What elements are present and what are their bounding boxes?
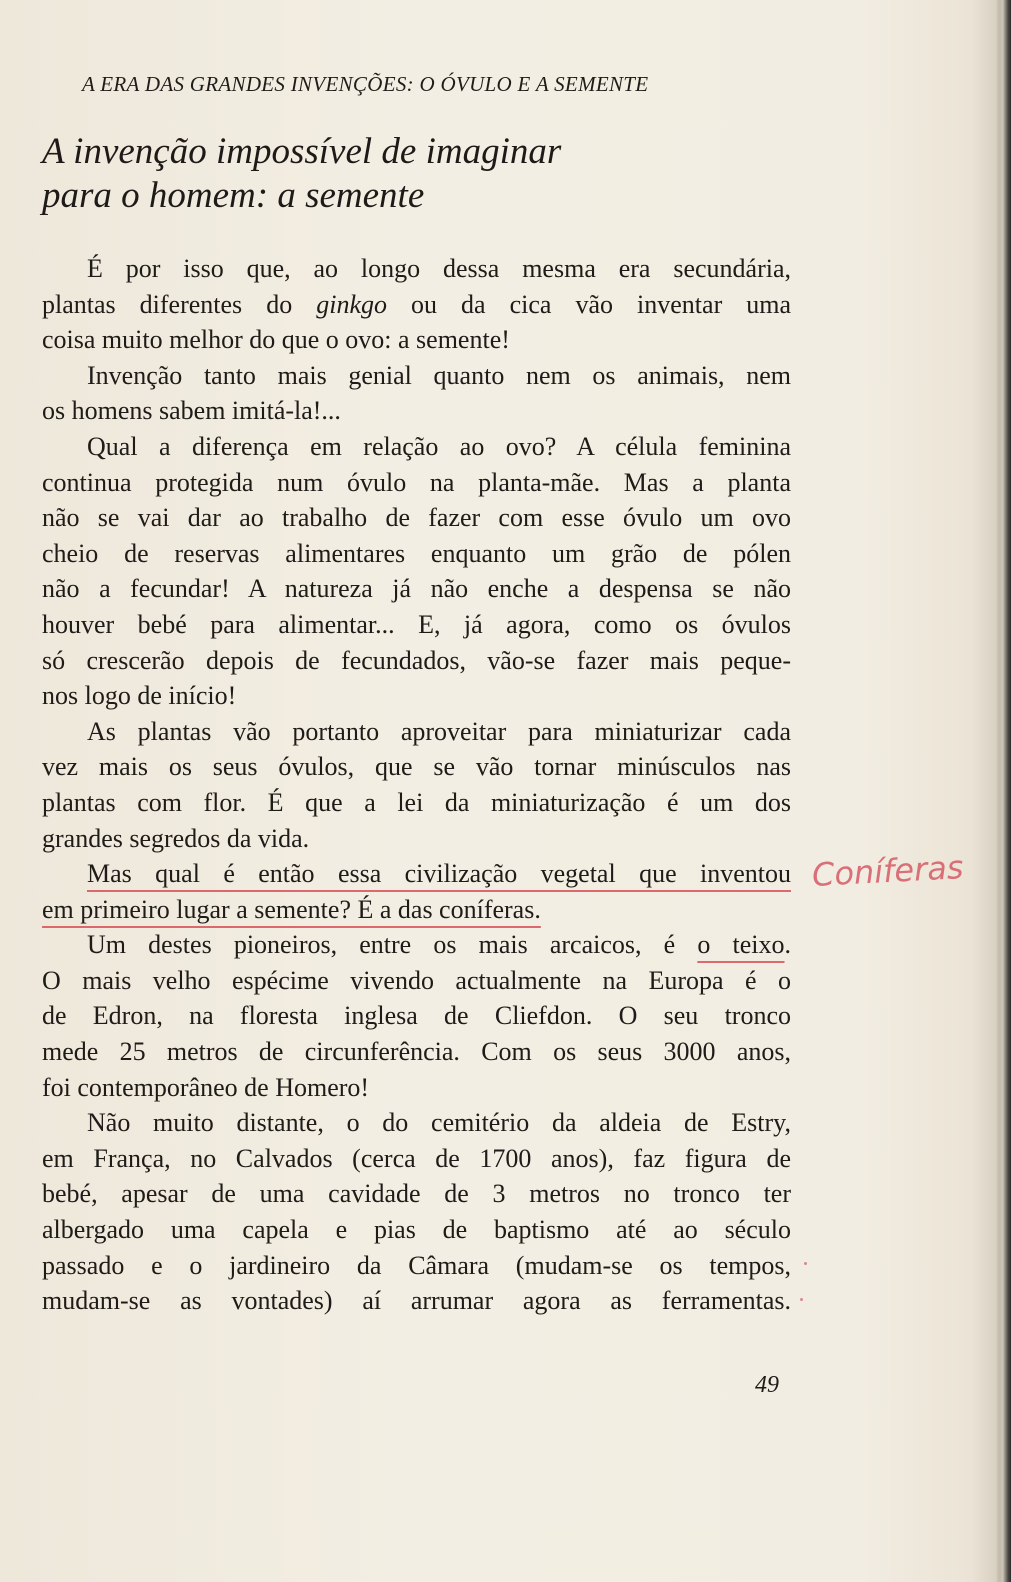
text-line: só crescerão depois de fecundados, vão-se fazer mais peque- [42, 645, 791, 675]
text-line: cheio de reservas alimentares enquanto um grão de pólen [42, 538, 791, 568]
text-line: vez mais os seus óvulos, que se vão tornar minúsculos nas [42, 752, 791, 782]
text-line: continua protegida num óvulo na planta-mãe. Mas a planta [42, 467, 791, 497]
italic-term: ginkgo [316, 289, 387, 319]
text-line: grandes segredos da vida. [42, 823, 310, 853]
margin-dot [804, 1262, 807, 1265]
section-heading [42, 130, 802, 218]
underlined-term: o teixo [697, 930, 785, 960]
text-line: de Edron, na floresta inglesa de Cliefdon. O seu tronco [42, 1001, 791, 1031]
text-line: É por isso que, ao longo dessa mesma era secundária, [87, 254, 791, 283]
text-line: houver bebé para alimentar... E, já agora, como os óvulos [42, 609, 791, 639]
text-line: bebé, apesar de uma cavidade de 3 metros no tronco ter [42, 1179, 791, 1209]
text-line: em França, no Calvados (cerca de 1700 anos), faz figura de [42, 1143, 791, 1173]
text-line: plantas com flor. É que a lei da miniaturização é um dos [42, 787, 791, 817]
book-spine-shadow [997, 0, 1011, 1582]
text-line: nos logo de início! [42, 681, 237, 711]
running-head: A ERA DAS GRANDES INVENÇÕES: O ÓVULO E A SEMENTE [82, 72, 649, 96]
underlined-text: Mas qual é então essa civilização vegetal que inventou [87, 859, 791, 889]
text-line: passado e o jardineiro da Câmara (mudam-se os tempos, [42, 1250, 791, 1280]
text-span: plantas diferentes do [42, 289, 293, 319]
text-line: As plantas vão portanto aproveitar para miniaturizar cada [87, 716, 791, 746]
text-line [42, 892, 791, 928]
section-heading-line-1: A invenção impossível de imaginar [42, 131, 562, 172]
text-line: Qual a diferença em relação ao ovo? A célula feminina [87, 431, 791, 461]
body-text [42, 251, 791, 1319]
text-line [42, 927, 791, 963]
text-line: Não muito distante, o do cemitério da aldeia de Estry, [87, 1108, 791, 1138]
text-span: Um destes pioneiros, entre os mais arcaicos, é [87, 930, 676, 960]
text-span: . [784, 930, 791, 960]
text-line: O mais velho espécime vivendo actualmente na Europa é o [42, 965, 791, 995]
page-number: 49 [755, 1372, 779, 1398]
text-line: Invenção tanto mais genial quanto nem os animais, nem [87, 360, 791, 390]
text-line: os homens sabem imitá-la!... [42, 396, 341, 426]
text-line: albergado uma capela e pias de baptismo até ao século [42, 1215, 791, 1245]
section-heading-line-2: para o homem: a semente [42, 175, 425, 216]
underlined-text: em primeiro lugar a semente? É a das coníferas. [42, 894, 541, 924]
text-span: ou da cica vão inventar uma [411, 289, 792, 319]
margin-dot [800, 1298, 803, 1301]
text-line [42, 287, 791, 323]
text-line: mede 25 metros de circunferência. Com os seus 3000 anos, [42, 1037, 791, 1067]
text-line [42, 856, 791, 892]
text-line: coisa muito melhor do que o ovo: a semente! [42, 325, 510, 355]
text-line: mudam-se as vontades) aí arrumar agora as ferramentas. [42, 1286, 791, 1316]
text-line: foi contemporâneo de Homero! [42, 1072, 370, 1102]
text-line: não a fecundar! A natureza já não enche a despensa se não [42, 574, 791, 604]
handwritten-margin-note: Coníferas [811, 848, 965, 894]
text-line: não se vai dar ao trabalho de fazer com esse óvulo um ovo [42, 503, 791, 533]
